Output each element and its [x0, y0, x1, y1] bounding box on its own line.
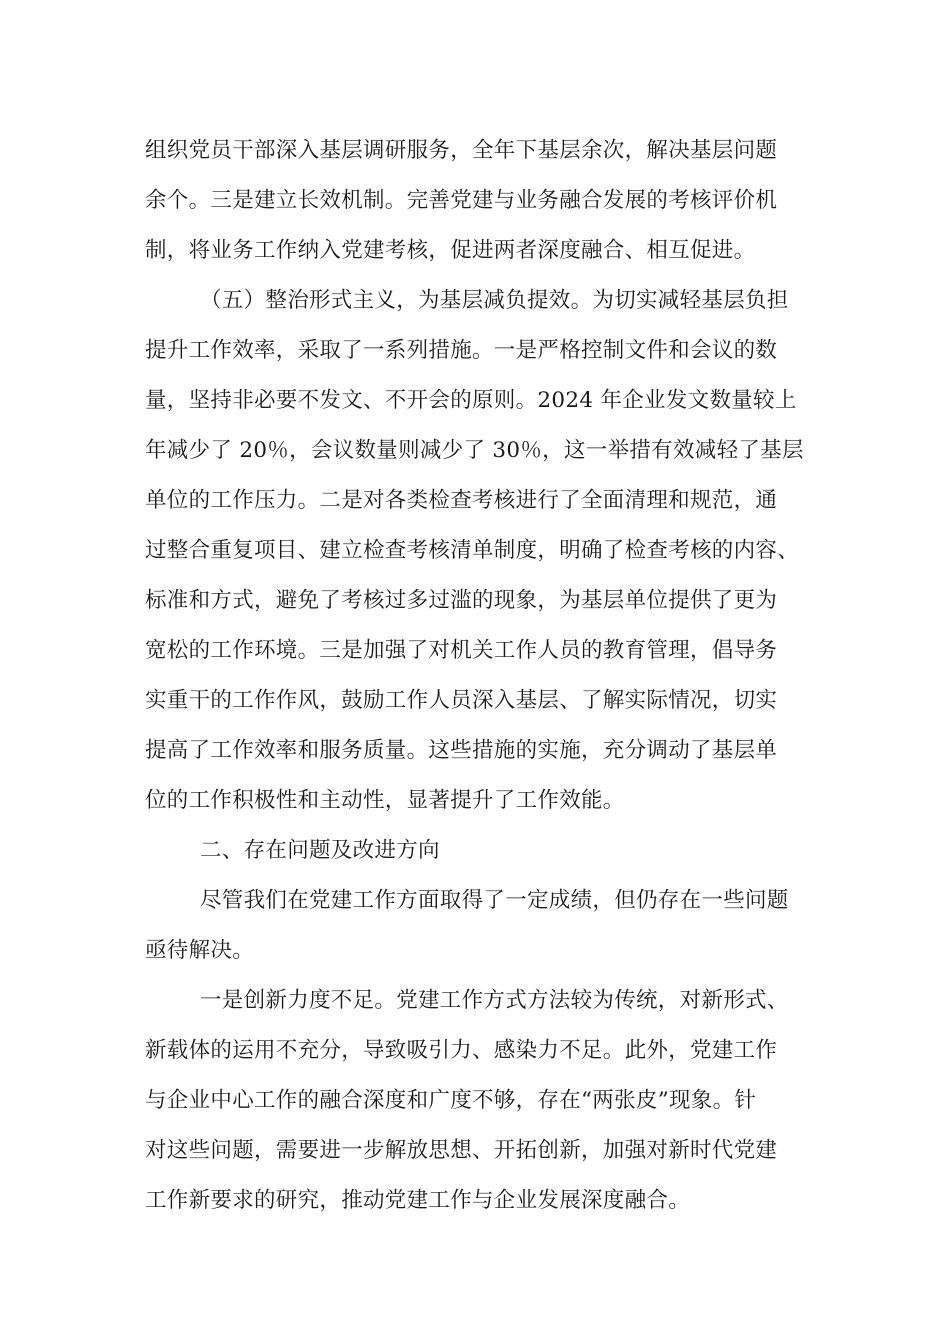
text-line: 提升工作效率，采取了一系列措施。一是严格控制文件和会议的数 — [145, 338, 778, 363]
text-line: 对这些问题，需要进一步解放思想、开拓创新，加强对新时代党建 — [145, 1138, 778, 1163]
text-line: 单位的工作压力。二是对各类检查考核进行了全面清理和规范，通 — [145, 488, 778, 513]
text-line: 年减少了 20％，会议数量则减少了 30％，这一举措有效减轻了基层 — [145, 438, 804, 463]
text-line: 标准和方式，避免了考核过多过滥的现象，为基层单位提供了更为 — [145, 588, 778, 613]
text-line: 尽管我们在党建工作方面取得了一定成绩，但仍存在一些问题 — [200, 888, 789, 913]
text-line: 制，将业务工作纳入党建考核，促进两者深度融合、相互促进。 — [145, 238, 756, 263]
text-line: 位的工作积极性和主动性，显著提升了工作效能。 — [145, 788, 625, 813]
text-line: 一是创新力度不足。党建工作方式方法较为传统，对新形式、 — [200, 988, 789, 1013]
text-line: 提高了工作效率和服务质量。这些措施的实施，充分调动了基层单 — [145, 738, 778, 763]
text-line: 实重干的工作作风，鼓励工作人员深入基层、了解实际情况，切实 — [145, 688, 778, 713]
section-heading-5: （五）整治形式主义，为基层减负提效。为切实减轻基层负担 — [200, 288, 789, 313]
text-line: 过整合重复项目、建立检查考核清单制度，明确了检查考核的内容、 — [145, 538, 800, 563]
text-line: 新载体的运用不充分，导致吸引力、感染力不足。此外，党建工作 — [145, 1038, 778, 1063]
text-line: 量，坚持非必要不发文、不开会的原则。2024 年企业发文数量较上 — [145, 388, 797, 413]
text-line: 亟待解决。 — [145, 938, 255, 963]
text-line: 余个。三是建立长效机制。完善党建与业务融合发展的考核评价机 — [145, 188, 778, 213]
text-line: 工作新要求的研究，推动党建工作与企业发展深度融合。 — [145, 1188, 691, 1213]
section-heading-2: 二、存在问题及改进方向 — [200, 838, 440, 863]
text-line: 与企业中心工作的融合深度和广度不够，存在“两张皮”现象。针 — [145, 1088, 757, 1113]
text-line: 宽松的工作环境。三是加强了对机关工作人员的教育管理，倡导务 — [145, 638, 778, 663]
text-line: 组织党员干部深入基层调研服务，全年下基层余次，解决基层问题 — [145, 138, 778, 163]
